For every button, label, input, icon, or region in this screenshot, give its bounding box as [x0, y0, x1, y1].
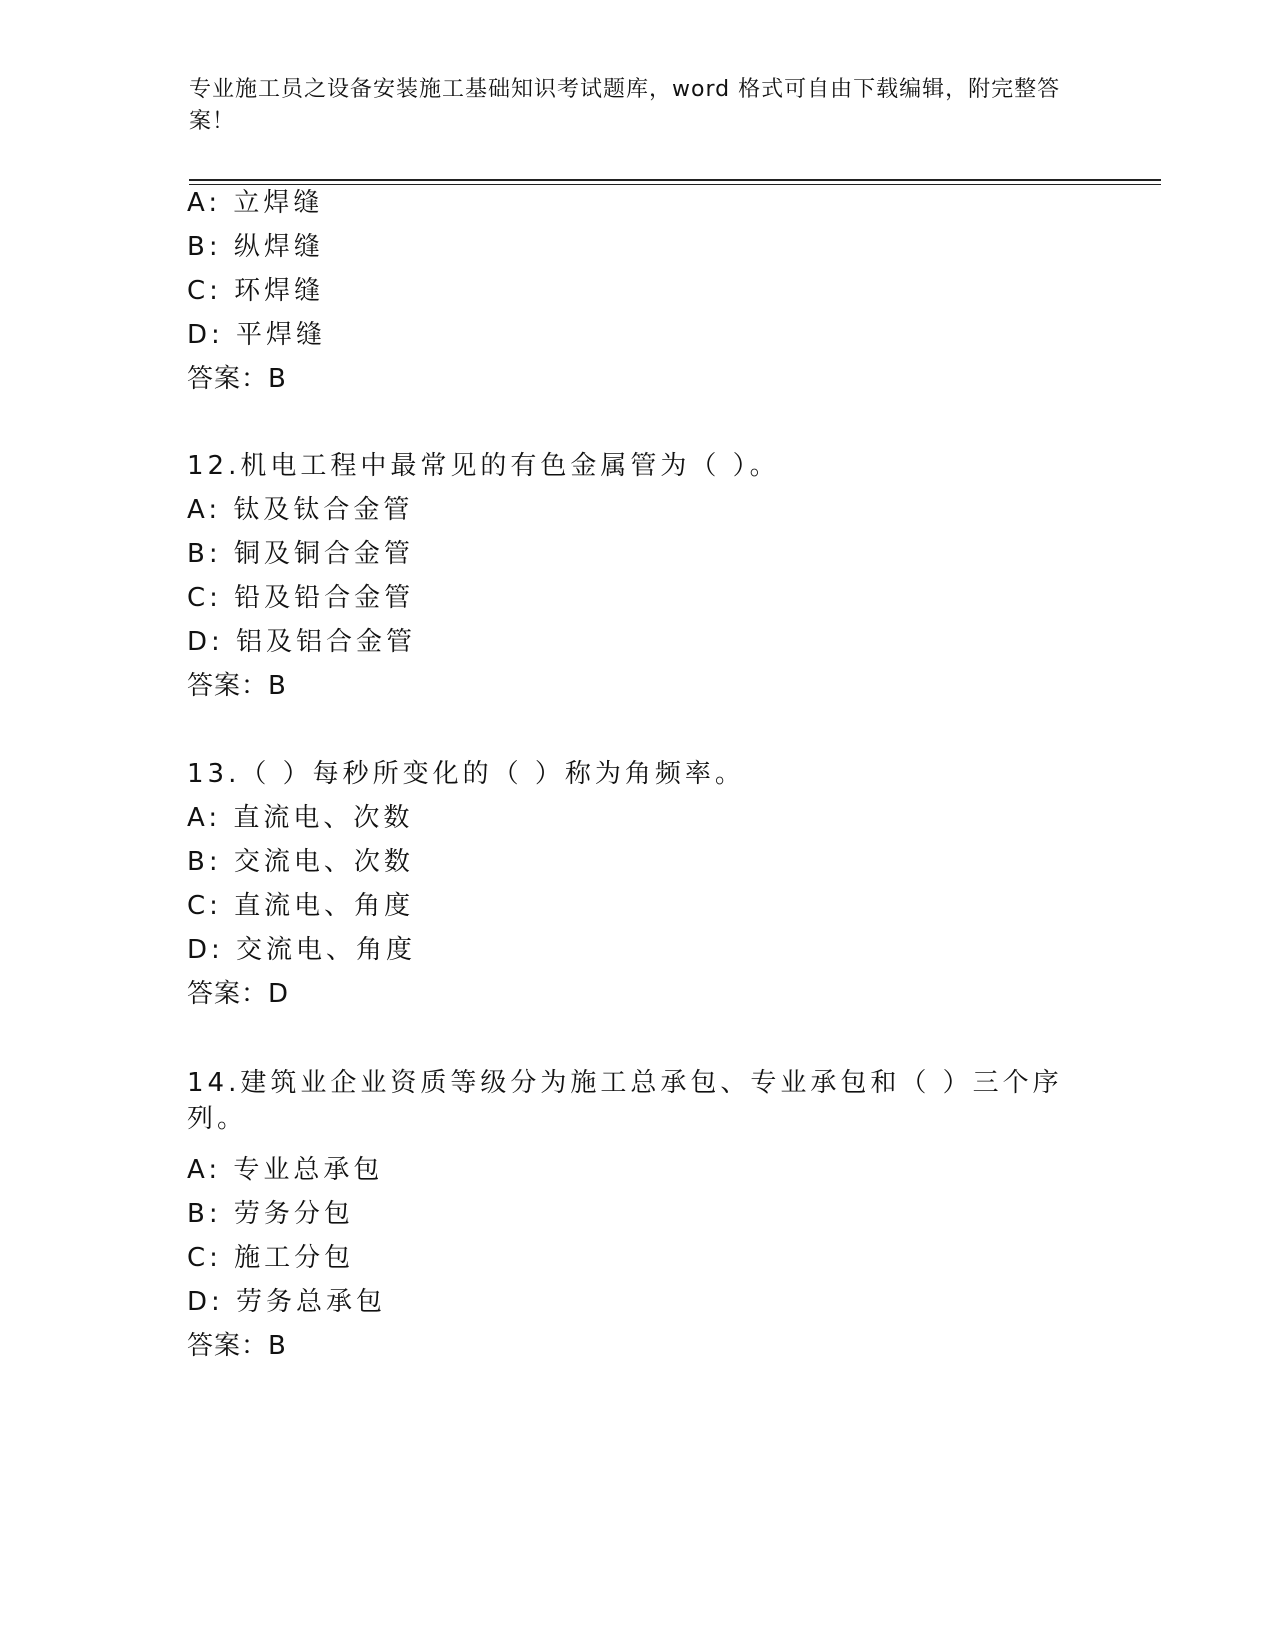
q12-option-c: C: 铅及铅合金管	[187, 583, 415, 613]
q12-option-b: B: 铜及铜合金管	[187, 539, 414, 569]
q14-answer: 答案：B	[187, 1331, 287, 1361]
q11-option-a: A: 立焊缝	[187, 188, 324, 218]
q12-option-d: D: 铝及铝合金管	[187, 627, 417, 657]
q13-question: 13.（ ）每秒所变化的（ ）称为角频率。	[187, 759, 745, 789]
q14-option-b: B: 劳务分包	[187, 1199, 354, 1229]
q13-option-d: D: 交流电、角度	[187, 935, 417, 965]
q13-option-a: A: 直流电、次数	[187, 803, 414, 833]
q14-option-a: A: 专业总承包	[187, 1155, 384, 1185]
q12-option-a: A: 钛及钛合金管	[187, 495, 414, 525]
q11-option-c: C: 环焊缝	[187, 276, 325, 306]
header-rule-thin	[189, 184, 1161, 185]
q11-answer: 答案：B	[187, 364, 287, 394]
q13-option-c: C: 直流电、角度	[187, 891, 415, 921]
q14-option-d: D: 劳务总承包	[187, 1287, 387, 1317]
q14-question: 14.建筑业企业资质等级分为施工总承包、专业承包和（ ）三个序列。	[187, 1068, 1063, 1134]
header-rule-thick	[189, 179, 1161, 181]
q13-answer: 答案：D	[187, 979, 290, 1009]
q12-question: 12.机电工程中最常见的有色金属管为（ ）。	[187, 451, 780, 481]
q12-answer: 答案：B	[187, 671, 287, 701]
document-header: 专业施工员之设备安装施工基础知识考试题库，word 格式可自由下载编辑，附完整答案！	[189, 77, 1061, 134]
q14-option-c: C: 施工分包	[187, 1243, 355, 1273]
q11-option-b: B: 纵焊缝	[187, 232, 324, 262]
q11-option-d: D: 平焊缝	[187, 320, 327, 350]
q13-option-b: B: 交流电、次数	[187, 847, 414, 877]
